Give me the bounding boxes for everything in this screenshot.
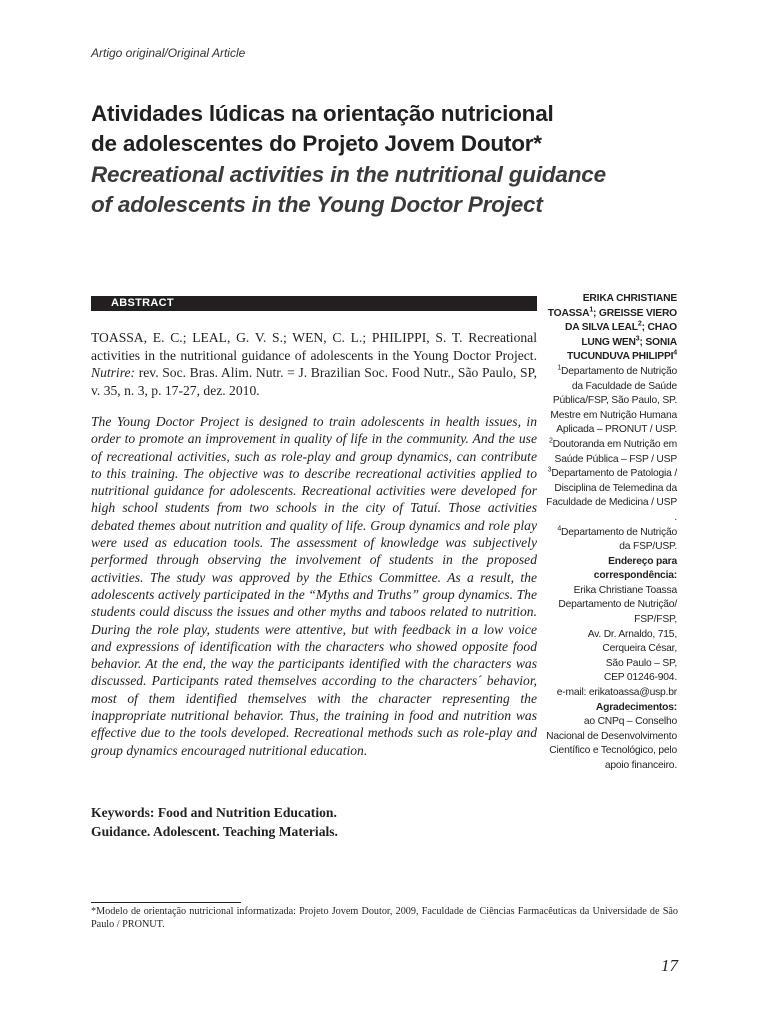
title-pt-line-1: Atividades lúdicas na orientação nutricional: [91, 101, 554, 126]
author-sup: 3: [635, 335, 640, 343]
author-sup: 1: [589, 306, 594, 314]
affiliation-text: Departamento de Nutrição da Faculdade de Saúde Pública/FSP, São Paulo, SP. Mestre em Nutrição Humana Aplicada – PRONUT / USP.: [550, 365, 677, 436]
abstract-heading: [91, 296, 537, 311]
author-line: [544, 350, 677, 365]
footnote-divider: [91, 902, 241, 903]
affiliation-4: [544, 526, 677, 555]
title-pt-line-2: de adolescentes do Projeto Jovem Doutor*: [91, 131, 542, 156]
page-number: 17: [661, 956, 678, 975]
author-list: [544, 292, 677, 365]
author-line: [544, 321, 677, 336]
abstract-body: The Young Doctor Project is designed to train adolescents in health issues, in order to promote an improvement in quality of life in the community. And the use of recreational activities, such as role-play and group dynamics, can contribute to this training. The objective was to describe recreational activities applied to nutritional guidance for adolescents. Recreational activities were developed for high school students from two schools in the city of Tatuí. Those activities debated themes about nutrition and quality of life. Group dynamics and role play were used as education tools. The assessment of knowledge was subjectively performed through observing the involvement of students in the proposed activities. The study was approved by the Ethics Committee. As a result, the adolescents actively participated in the “Myths and Truths” group dynamics. The students could discuss the issues and other myths and taboos related to nutrition. During the role play, students were attentive, but with feedback in a low voice and expressions of identification with the characters who showed opposite food behavior. At the end, the way the participants identified with the characters was discussed. Participants rated themselves according to the characters´ behavior, most of them identified themselves with the character representing the inappropriate nutritional behavior. Thus, the training in food and nutrition was effective due to the tools developed. Recreational methods such as role-play and group dynamics encouraged nutritional education.: [91, 414, 537, 758]
article-category: Artigo original/Original Article: [91, 46, 246, 60]
author-name: TOASSA: [547, 307, 590, 319]
citation-journal: Nutrire:: [91, 365, 136, 381]
author-name: ; GREISSE VIERO: [593, 307, 677, 319]
affiliation-text: Departamento de Patologia / Disciplina de Telemedina da Faculdade de Medicina / USP .: [546, 468, 677, 523]
keywords-line-1: Keywords: Food and Nutrition Education.: [91, 805, 337, 820]
affiliation-3: [544, 467, 677, 525]
address-line: CEP 01246-904.: [603, 672, 677, 684]
title-portuguese: [91, 99, 691, 159]
title-en-line-1: Recreational activities in the nutritional guidance: [91, 162, 606, 187]
keywords: [91, 803, 537, 841]
address-label: Endereço para correspondência:: [593, 555, 677, 582]
affiliation-2: [544, 438, 677, 467]
acknowledgements-label: Agradecimentos:: [595, 701, 677, 713]
abstract-label: ABSTRACT: [111, 297, 174, 309]
affiliation-sup: 3: [547, 466, 552, 474]
author-name: ; CHAO: [641, 322, 677, 334]
footnote: *Modelo de orientação nutricional informatizada: Projeto Jovem Doutor, 2009, Faculdade de Ciências Farmacêuticas da Universidade de São Paulo / PRONUT.: [91, 906, 678, 930]
affiliation-sup: 2: [548, 437, 553, 445]
title-english: [91, 160, 711, 220]
acknowledgements-text: ao CNPq – Conselho Nacional de Desenvolvimento Científico e Tecnológico, pelo apoio financeiro.: [546, 716, 677, 771]
affiliation-sup: 4: [557, 525, 562, 533]
address-line: Departamento de Nutrição/ FSP/FSP,: [558, 599, 677, 626]
author-name: ; SONIA: [639, 336, 677, 348]
address-line: São Paulo – SP,: [605, 657, 677, 669]
author-sidebar: [544, 292, 677, 774]
author-sup: 2: [637, 320, 642, 328]
address-line: Cerqueira César,: [602, 643, 677, 655]
citation-authors-title: TOASSA, E. C.; LEAL, G. V. S.; WEN, C. L.; PHILIPPI, S. T. Recreational activities in the nutritional guidance of adolescents in the Young Doctor Project.: [91, 330, 537, 363]
author-name: TUCUNDUVA PHILIPPI: [567, 351, 674, 363]
affiliation-sup: 1: [557, 364, 562, 372]
affiliation-1: [544, 365, 677, 438]
title-en-line-2: of adolescents in the Young Doctor Project: [91, 192, 543, 217]
author-name: DA SILVA LEAL: [564, 322, 638, 334]
affiliation-text: Doutoranda em Nutrição em Saúde Pública – FSP / USP: [552, 438, 677, 465]
author-line: [544, 336, 677, 351]
affiliation-text: Departamento de Nutrição da FSP/USP.: [561, 526, 677, 553]
address-line: Erika Christiane Toassa: [573, 584, 677, 596]
author-line: ERIKA CHRISTIANE: [582, 293, 677, 304]
address-line: Av. Dr. Arnaldo, 715,: [587, 628, 677, 640]
contact-email: e-mail: erikatoassa@usp.br: [556, 687, 677, 699]
keywords-line-2: Guidance. Adolescent. Teaching Materials.: [91, 824, 338, 839]
author-line: [544, 307, 677, 322]
citation: [91, 329, 537, 399]
author-sup: 4: [673, 349, 677, 357]
citation-details: rev. Soc. Bras. Alim. Nutr. = J. Brazilian Soc. Food Nutr., São Paulo, SP, v. 35, n. 3, p. 17-27, dez. 2010.: [91, 365, 537, 398]
author-name: LUNG WEN: [581, 336, 636, 348]
